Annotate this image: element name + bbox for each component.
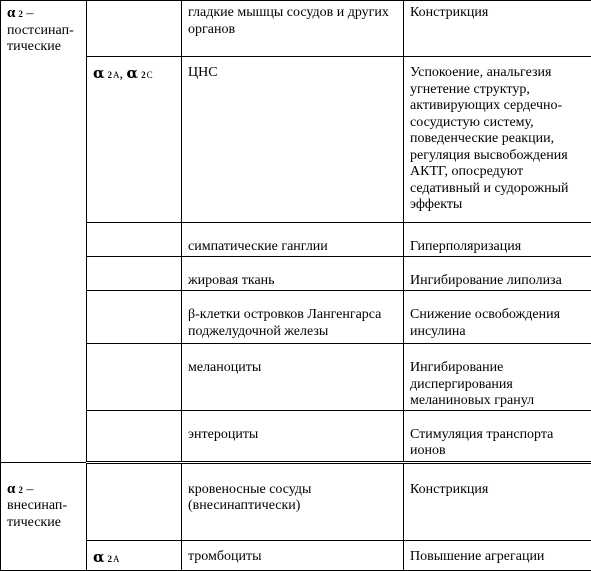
target-cell: энтероциты [182,410,404,462]
target-cell: меланоциты [182,344,404,411]
subscript-letter: A [113,70,120,80]
subscript: 2 [108,70,113,80]
table-row [1,223,591,257]
receptor-cell [87,257,182,291]
label-line: постсинап- [7,23,74,38]
target-cell: ЦНС [182,57,404,223]
table-row [1,344,591,411]
effect-cell: Успокоение, анальгезия угнетение структур, активирующих сердечно-сосудистую систему, поведенческие реакции, регуляция высвобождения АКТГ, опосредуют седативный и судорожный эффекты [404,57,591,223]
effect-cell: Ингибирование липолиза [404,257,591,291]
subscript-letter: A [113,554,120,564]
subscript: 2 [108,554,113,564]
target-cell: тромбоциты [182,540,404,570]
label-line: тические [7,515,61,530]
target-cell: гладкие мышцы сосудов и других органов [182,1,404,57]
subscript: 2 [18,9,23,19]
label-dash: – [23,482,34,497]
effect-cell: Повышение агрегации [404,540,591,570]
table-row [1,291,591,344]
group-label-postsynaptic [1,1,87,463]
subscript: 2 [18,485,23,495]
receptor-cell [87,291,182,344]
receptor-separator: , [120,67,127,82]
effect-cell: Снижение освобождения инсулина [404,291,591,344]
subscript: 2 [141,70,146,80]
receptor-cell [87,344,182,411]
effect-cell: Констрикция [404,1,591,57]
effect-cell: Ингибирование диспергирования меланиновых гранул [404,344,591,411]
target-cell: β-клетки островков Лангенгарса поджелудочной железы [182,291,404,344]
target-cell: симпатические ганглии [182,223,404,257]
alpha-symbol: α [93,548,105,566]
table-row [1,410,591,462]
receptor-cell [87,410,182,462]
table-row [1,57,591,223]
effect-cell: Констрикция [404,462,591,540]
group-label-extrasynaptic [1,462,87,570]
table-row [1,257,591,291]
alpha-symbol: α [127,64,139,82]
table-row [1,462,591,540]
receptor-cell [87,223,182,257]
receptor-cell [87,57,182,223]
alpha-symbol: α [7,5,15,21]
receptor-cell [87,1,182,57]
table-row [1,540,591,570]
label-line: тические [7,39,61,54]
alpha-symbol: α [93,64,105,82]
target-cell: жировая ткань [182,257,404,291]
effect-cell: Гиперполяризация [404,223,591,257]
alpha-symbol: α [7,481,15,497]
receptor-cell [87,462,182,540]
receptor-cell [87,540,182,570]
table-row [1,1,591,57]
effect-cell: Стимуляция транспорта ионов [404,410,591,462]
subscript-letter: C [147,70,153,80]
label-line: внесинап- [7,498,67,513]
target-cell: кровеносные сосуды (внесинаптически) [182,462,404,540]
label-dash: – [23,6,34,21]
